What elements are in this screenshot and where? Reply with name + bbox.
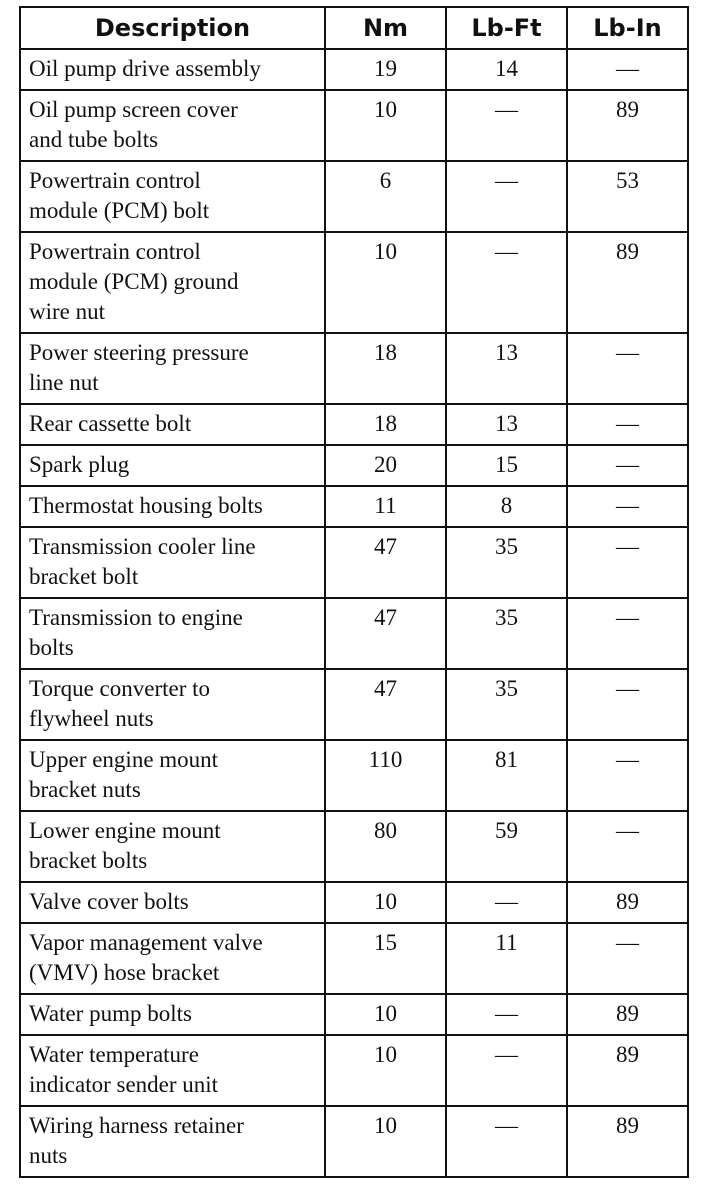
nm-cell: [325, 527, 446, 598]
nm-cell-text: 10: [374, 239, 397, 264]
description-cell-text: Valve cover bolts: [29, 889, 189, 914]
lb-ft-cell: [446, 527, 567, 598]
header-row: [20, 7, 688, 49]
table-row: [20, 669, 688, 740]
lb-ft-cell-text: 13: [495, 411, 518, 436]
nm-cell: [325, 333, 446, 404]
description-cell: [20, 445, 325, 486]
lb-in-cell: [567, 1035, 688, 1106]
description-cell-text: Rear cassette bolt: [29, 411, 192, 436]
nm-cell: [325, 1035, 446, 1106]
nm-cell-text: 15: [374, 930, 397, 955]
lb-in-cell: [567, 486, 688, 527]
lb-in-cell-text: —: [616, 452, 639, 477]
description-cell: [20, 161, 325, 232]
lb-in-cell-text: —: [616, 534, 639, 559]
nm-cell-text: 19: [374, 56, 397, 81]
description-cell: [20, 1106, 325, 1177]
nm-cell-text: 110: [368, 747, 403, 772]
lb-ft-cell-text: 13: [495, 340, 518, 365]
table-row: [20, 1035, 688, 1106]
description-cell: [20, 740, 325, 811]
nm-cell: [325, 882, 446, 923]
nm-cell: [325, 923, 446, 994]
description-cell-text: Lower engine mount bracket bolts: [29, 818, 221, 873]
lb-ft-cell: [446, 994, 567, 1035]
nm-cell-text: 18: [374, 411, 397, 436]
lb-in-cell-text: —: [616, 411, 639, 436]
lb-in-cell: [567, 1106, 688, 1177]
lb-ft-cell: [446, 882, 567, 923]
lb-in-cell-text: 89: [616, 239, 639, 264]
table-row: [20, 882, 688, 923]
lb-ft-cell: [446, 90, 567, 161]
lb-ft-cell: [446, 1106, 567, 1177]
nm-cell-text: 10: [374, 97, 397, 122]
table-row: [20, 333, 688, 404]
description-cell-text: Upper engine mount bracket nuts: [29, 747, 219, 802]
lb-in-cell: [567, 669, 688, 740]
table-row: [20, 1106, 688, 1177]
lb-in-cell-text: 89: [616, 1001, 639, 1026]
lb-ft-cell: [446, 923, 567, 994]
table-row: [20, 740, 688, 811]
nm-cell-text: 47: [374, 605, 397, 630]
lb-ft-cell-text: —: [495, 239, 518, 264]
torque-spec-table: [19, 6, 689, 1178]
lb-ft-cell-text: 8: [500, 493, 513, 518]
nm-cell: [325, 740, 446, 811]
description-cell-text: Wiring harness retainer nuts: [29, 1113, 244, 1168]
table-row: [20, 923, 688, 994]
lb-ft-cell: [446, 161, 567, 232]
column-header-lb-in: Lb-In: [567, 7, 688, 49]
lb-in-cell: [567, 161, 688, 232]
nm-cell-text: 10: [374, 1001, 397, 1026]
lb-ft-cell: [446, 811, 567, 882]
lb-ft-cell-text: 14: [495, 56, 518, 81]
lb-in-cell-text: —: [616, 818, 639, 843]
nm-cell: [325, 1106, 446, 1177]
lb-in-cell: [567, 811, 688, 882]
table-row: [20, 994, 688, 1035]
lb-ft-cell-text: 59: [495, 818, 518, 843]
description-cell: [20, 49, 325, 90]
lb-in-cell-text: —: [616, 340, 639, 365]
lb-in-cell-text: —: [616, 747, 639, 772]
lb-ft-cell: [446, 486, 567, 527]
lb-ft-cell: [446, 598, 567, 669]
description-cell-text: Oil pump drive assembly: [29, 56, 261, 81]
table-row: [20, 486, 688, 527]
table-row: [20, 90, 688, 161]
lb-ft-cell-text: 15: [495, 452, 518, 477]
description-cell: [20, 923, 325, 994]
lb-in-cell-text: —: [616, 930, 639, 955]
table-body: [20, 49, 688, 1177]
table-row: [20, 811, 688, 882]
lb-in-cell-text: 89: [616, 889, 639, 914]
lb-in-cell-text: —: [616, 605, 639, 630]
nm-cell-text: 10: [374, 1042, 397, 1067]
nm-cell: [325, 161, 446, 232]
lb-in-cell: [567, 740, 688, 811]
table-row: [20, 161, 688, 232]
description-cell: [20, 486, 325, 527]
table-row: [20, 49, 688, 90]
description-cell: [20, 333, 325, 404]
lb-ft-cell: [446, 232, 567, 333]
lb-ft-cell: [446, 445, 567, 486]
lb-in-cell: [567, 333, 688, 404]
table-row: [20, 404, 688, 445]
lb-in-cell-text: —: [616, 676, 639, 701]
lb-ft-cell-text: —: [495, 1042, 518, 1067]
lb-ft-cell-text: 35: [495, 676, 518, 701]
lb-in-cell-text: —: [616, 56, 639, 81]
nm-cell: [325, 232, 446, 333]
lb-in-cell-text: 89: [616, 97, 639, 122]
lb-ft-cell: [446, 669, 567, 740]
lb-ft-cell-text: —: [495, 1001, 518, 1026]
lb-ft-cell-text: 35: [495, 534, 518, 559]
lb-ft-cell: [446, 333, 567, 404]
column-header-nm: Nm: [325, 7, 446, 49]
table-row: [20, 445, 688, 486]
description-cell-text: Transmission to engine bolts: [29, 605, 243, 660]
lb-in-cell: [567, 404, 688, 445]
nm-cell-text: 47: [374, 534, 397, 559]
lb-in-cell: [567, 49, 688, 90]
lb-in-cell-text: 89: [616, 1113, 639, 1138]
description-cell: [20, 669, 325, 740]
lb-in-cell-text: 89: [616, 1042, 639, 1067]
description-cell-text: Powertrain control module (PCM) ground wire nut: [29, 239, 239, 324]
nm-cell-text: 11: [374, 493, 397, 518]
description-cell-text: Oil pump screen cover and tube bolts: [29, 97, 238, 152]
column-header-lb-ft: Lb-Ft: [446, 7, 567, 49]
lb-in-cell: [567, 923, 688, 994]
lb-in-cell: [567, 90, 688, 161]
lb-ft-cell-text: —: [495, 889, 518, 914]
table-row: [20, 232, 688, 333]
lb-in-cell: [567, 232, 688, 333]
lb-ft-cell: [446, 49, 567, 90]
nm-cell-text: 80: [374, 818, 397, 843]
nm-cell: [325, 994, 446, 1035]
table-row: [20, 598, 688, 669]
description-cell-text: Torque converter to flywheel nuts: [29, 676, 211, 731]
lb-ft-cell-text: —: [495, 168, 518, 193]
nm-cell: [325, 486, 446, 527]
lb-ft-cell: [446, 1035, 567, 1106]
nm-cell-text: 18: [374, 340, 397, 365]
column-header-description: Description: [20, 7, 325, 49]
lb-ft-cell-text: 11: [495, 930, 518, 955]
nm-cell: [325, 49, 446, 90]
description-cell-text: Transmission cooler line bracket bolt: [29, 534, 256, 589]
table-row: [20, 527, 688, 598]
nm-cell: [325, 404, 446, 445]
nm-cell-text: 47: [374, 676, 397, 701]
description-cell-text: Vapor management valve (VMV) hose bracket: [29, 930, 263, 985]
lb-in-cell-text: 53: [616, 168, 639, 193]
lb-in-cell: [567, 994, 688, 1035]
nm-cell: [325, 90, 446, 161]
nm-cell: [325, 669, 446, 740]
description-cell: [20, 404, 325, 445]
description-cell: [20, 882, 325, 923]
description-cell-text: Water pump bolts: [29, 1001, 192, 1026]
lb-ft-cell: [446, 404, 567, 445]
description-cell-text: Thermostat housing bolts: [29, 493, 263, 518]
description-cell: [20, 994, 325, 1035]
description-cell: [20, 598, 325, 669]
description-cell: [20, 811, 325, 882]
nm-cell: [325, 811, 446, 882]
lb-ft-cell-text: —: [495, 97, 518, 122]
lb-in-cell: [567, 882, 688, 923]
lb-ft-cell-text: 35: [495, 605, 518, 630]
nm-cell-text: 6: [379, 168, 392, 193]
lb-ft-cell: [446, 740, 567, 811]
description-cell: [20, 1035, 325, 1106]
description-cell-text: Powertrain control module (PCM) bolt: [29, 168, 210, 223]
description-cell: [20, 90, 325, 161]
nm-cell-text: 10: [374, 889, 397, 914]
lb-ft-cell-text: 81: [495, 747, 518, 772]
lb-ft-cell-text: —: [495, 1113, 518, 1138]
lb-in-cell: [567, 598, 688, 669]
nm-cell: [325, 598, 446, 669]
description-cell-text: Spark plug: [29, 452, 130, 477]
description-cell-text: Water temperature indicator sender unit: [29, 1042, 219, 1097]
description-cell-text: Power steering pressure line nut: [29, 340, 249, 395]
nm-cell-text: 10: [374, 1113, 397, 1138]
lb-in-cell: [567, 527, 688, 598]
lb-in-cell-text: —: [616, 493, 639, 518]
nm-cell-text: 20: [374, 452, 397, 477]
description-cell: [20, 527, 325, 598]
nm-cell: [325, 445, 446, 486]
description-cell: [20, 232, 325, 333]
lb-in-cell: [567, 445, 688, 486]
